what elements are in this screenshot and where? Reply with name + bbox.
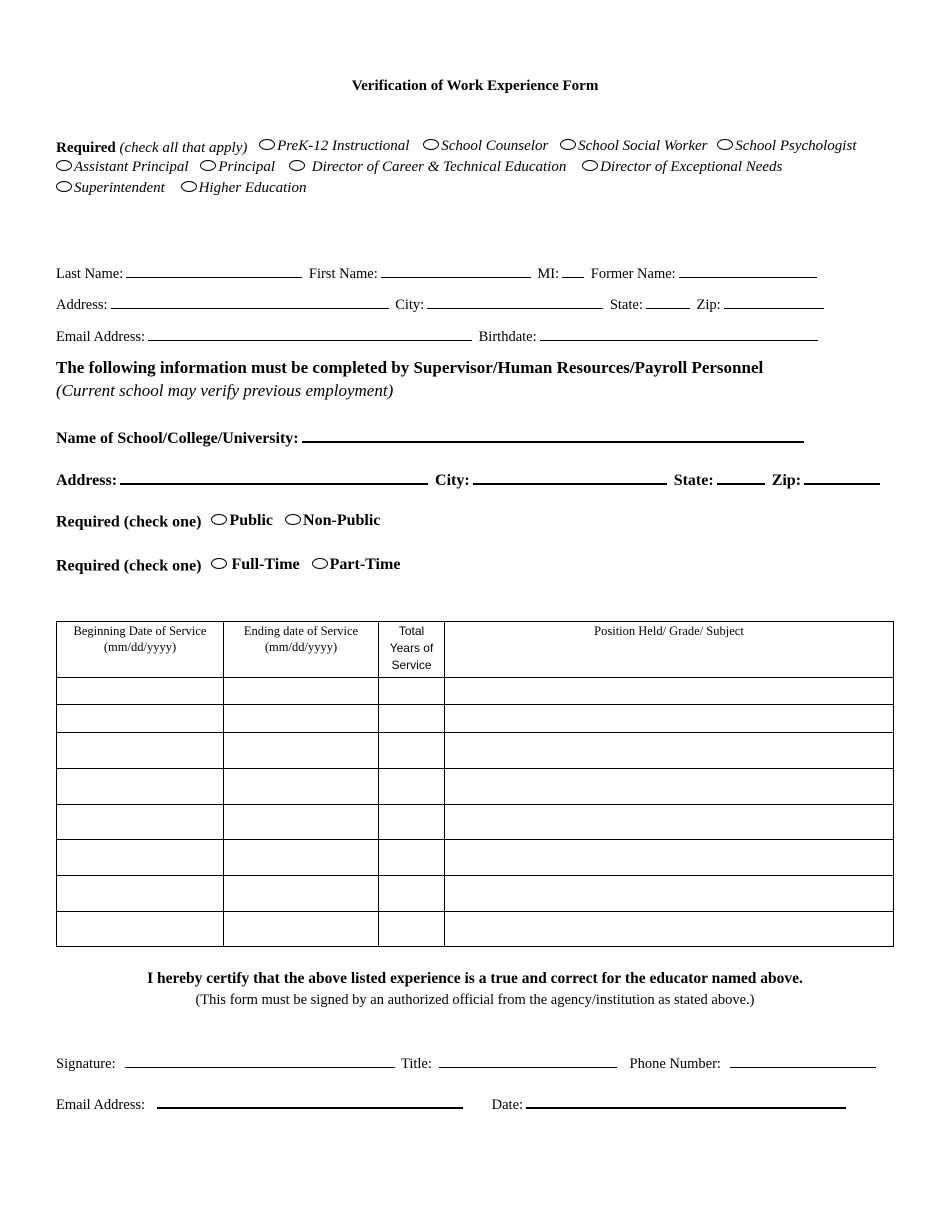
radio-oval-icon[interactable] [56, 160, 72, 171]
birthdate-field[interactable] [540, 326, 818, 341]
option-label: Part-Time [329, 556, 401, 573]
required-label: Required [56, 140, 116, 156]
signature-field[interactable] [125, 1053, 395, 1068]
table-cell[interactable] [379, 769, 445, 805]
table-cell[interactable] [379, 805, 445, 840]
header-line: Service [391, 658, 432, 672]
email-field[interactable] [148, 326, 472, 341]
birthdate-label: Birthdate: [478, 329, 537, 345]
option-label: Director of Exceptional Needs [600, 159, 783, 175]
school-city-label: City: [435, 472, 470, 489]
header-end-date [224, 622, 379, 678]
table-cell[interactable] [224, 876, 379, 912]
certification-note: (This form must be signed by an authorized official from the agency/institution as stated above.) [195, 992, 755, 1008]
certification-required-row-2 [56, 159, 782, 178]
title-field[interactable] [439, 1053, 617, 1068]
mi-field[interactable] [562, 263, 584, 278]
table-cell[interactable] [445, 678, 894, 705]
address-field[interactable] [111, 294, 389, 309]
certification-required-row-1 [56, 138, 856, 157]
header-begin-date [57, 622, 224, 678]
official-email-field[interactable] [157, 1093, 463, 1109]
radio-oval-icon[interactable] [289, 160, 305, 171]
option-director-career-technical[interactable] [289, 159, 567, 176]
last-name-label: Last Name: [56, 266, 124, 282]
radio-oval-icon[interactable] [582, 160, 598, 171]
radio-oval-icon[interactable] [181, 181, 197, 192]
table-cell[interactable] [445, 840, 894, 876]
table-cell[interactable] [379, 705, 445, 733]
table-cell[interactable] [224, 678, 379, 705]
date-label: Date: [491, 1097, 524, 1113]
option-principal[interactable] [200, 159, 275, 176]
school-zip-field[interactable] [804, 469, 880, 485]
supervisor-subheading: (Current school may verify previous employment) [56, 381, 394, 400]
school-address-field[interactable] [120, 469, 428, 485]
school-address-row [56, 469, 883, 490]
educator-address-row [56, 294, 827, 314]
option-school-psychologist[interactable] [717, 138, 856, 155]
option-label: Assistant Principal [74, 159, 189, 175]
educator-name-row [56, 263, 820, 283]
school-type-label: Required (check one) [56, 513, 202, 531]
table-row [57, 678, 894, 705]
table-cell[interactable] [445, 876, 894, 912]
table-cell[interactable] [224, 912, 379, 947]
table-row [57, 769, 894, 805]
signature-label: Signature: [56, 1056, 116, 1072]
school-zip-label: Zip: [771, 472, 802, 489]
table-cell[interactable] [379, 912, 445, 947]
city-field[interactable] [427, 294, 603, 309]
option-full-time[interactable] [211, 556, 299, 574]
option-label: Full-Time [231, 556, 300, 573]
table-cell[interactable] [57, 912, 224, 947]
option-label: School Social Worker [578, 138, 708, 154]
option-school-social-worker[interactable] [560, 138, 707, 155]
header-line: Ending date of Service [243, 624, 359, 638]
option-superintendent[interactable] [56, 180, 165, 197]
header-line: Years of [389, 641, 434, 655]
radio-oval-icon[interactable] [560, 139, 576, 150]
city-label: City: [395, 297, 425, 313]
email-label: Email Address: [56, 329, 146, 345]
required-instruction: (check all that apply) [119, 140, 248, 156]
official-email-label: Email Address: [56, 1097, 146, 1113]
table-cell[interactable] [57, 840, 224, 876]
table-row [57, 840, 894, 876]
option-part-time[interactable] [312, 556, 401, 574]
address-label: Address: [56, 297, 108, 313]
radio-oval-icon[interactable] [423, 139, 439, 150]
school-state-field[interactable] [717, 469, 765, 485]
table-cell[interactable] [445, 733, 894, 769]
mi-label: MI: [537, 266, 560, 282]
last-name-field[interactable] [126, 263, 302, 278]
form-title: Verification of Work Experience Form [351, 78, 599, 94]
option-label: School Counselor [441, 138, 549, 154]
radio-oval-icon[interactable] [312, 558, 328, 569]
table-row [57, 912, 894, 947]
service-history-table [56, 621, 894, 947]
zip-field[interactable] [724, 294, 824, 309]
state-field[interactable] [646, 294, 690, 309]
option-label: School Psychologist [735, 138, 857, 154]
option-label: Public [229, 512, 274, 529]
table-cell[interactable] [224, 733, 379, 769]
option-public[interactable] [211, 512, 273, 530]
certification-statement: I hereby certify that the above listed experience is a true and correct for the educator named above. [147, 970, 803, 987]
header-line: Total [398, 624, 425, 638]
table-cell[interactable] [57, 876, 224, 912]
option-label: Higher Education [198, 180, 307, 196]
employment-time-row [56, 556, 400, 576]
table-cell[interactable] [379, 733, 445, 769]
radio-oval-icon[interactable] [211, 558, 227, 569]
supervisor-heading: The following information must be completed by Supervisor/Human Resources/Payroll Personnel [56, 358, 764, 377]
table-header-row [57, 622, 894, 678]
radio-oval-icon[interactable] [211, 514, 227, 525]
zip-label: Zip: [696, 297, 721, 313]
table-cell[interactable] [57, 805, 224, 840]
radio-oval-icon[interactable] [285, 514, 301, 525]
radio-oval-icon[interactable] [56, 181, 72, 192]
table-cell[interactable] [57, 733, 224, 769]
title-label: Title: [400, 1056, 432, 1072]
table-row [57, 876, 894, 912]
first-name-label: First Name: [308, 266, 378, 282]
table-row [57, 705, 894, 733]
educator-email-row [56, 326, 821, 346]
phone-field[interactable] [730, 1053, 876, 1068]
header-line: Beginning Date of Service [73, 624, 207, 638]
signature-email-row [56, 1093, 849, 1114]
table-cell[interactable] [379, 840, 445, 876]
table-row [57, 805, 894, 840]
table-cell[interactable] [224, 840, 379, 876]
option-non-public[interactable] [285, 512, 380, 530]
radio-oval-icon[interactable] [200, 160, 216, 171]
option-prek12-instructional[interactable] [259, 138, 409, 155]
option-label: PreK-12 Instructional [277, 138, 410, 154]
table-cell[interactable] [445, 912, 894, 947]
option-assistant-principal[interactable] [56, 159, 189, 176]
header-line: (mm/dd/yyyy) [103, 640, 177, 654]
employment-time-label: Required (check one) [56, 557, 202, 575]
table-cell[interactable] [379, 678, 445, 705]
phone-label: Phone Number: [629, 1056, 721, 1072]
table-cell[interactable] [224, 805, 379, 840]
school-city-field[interactable] [473, 469, 667, 485]
date-field[interactable] [526, 1093, 846, 1109]
option-label: Principal [218, 159, 276, 175]
table-cell[interactable] [445, 705, 894, 733]
school-name-label: Name of School/College/University: [56, 430, 299, 447]
state-label: State: [609, 297, 643, 313]
header-total-years [379, 622, 445, 678]
signature-row [56, 1053, 879, 1073]
table-cell[interactable] [57, 705, 224, 733]
school-state-label: State: [673, 472, 714, 489]
option-label: Director of Career & Technical Education [311, 159, 567, 175]
school-name-row [56, 427, 807, 448]
table-cell[interactable] [224, 705, 379, 733]
header-position: Position Held/ Grade/ Subject [445, 622, 894, 678]
first-name-field[interactable] [381, 263, 531, 278]
table-cell[interactable] [445, 805, 894, 840]
option-label: Superintendent [74, 180, 165, 196]
option-director-exceptional-needs[interactable] [582, 159, 782, 176]
former-name-label: Former Name: [590, 266, 676, 282]
table-cell[interactable] [445, 769, 894, 805]
radio-oval-icon[interactable] [717, 139, 733, 150]
school-name-field[interactable] [302, 427, 804, 443]
table-row [57, 733, 894, 769]
certification-required-row-3 [56, 180, 306, 199]
school-address-label: Address: [56, 472, 118, 489]
table-cell[interactable] [224, 769, 379, 805]
table-cell[interactable] [379, 876, 445, 912]
table-cell[interactable] [57, 769, 224, 805]
table-cell[interactable] [57, 678, 224, 705]
option-school-counselor[interactable] [423, 138, 548, 155]
school-type-row [56, 512, 380, 532]
option-higher-education[interactable] [181, 180, 307, 197]
former-name-field[interactable] [679, 263, 817, 278]
header-line: (mm/dd/yyyy) [264, 640, 338, 654]
option-label: Non-Public [303, 512, 381, 529]
radio-oval-icon[interactable] [259, 139, 275, 150]
